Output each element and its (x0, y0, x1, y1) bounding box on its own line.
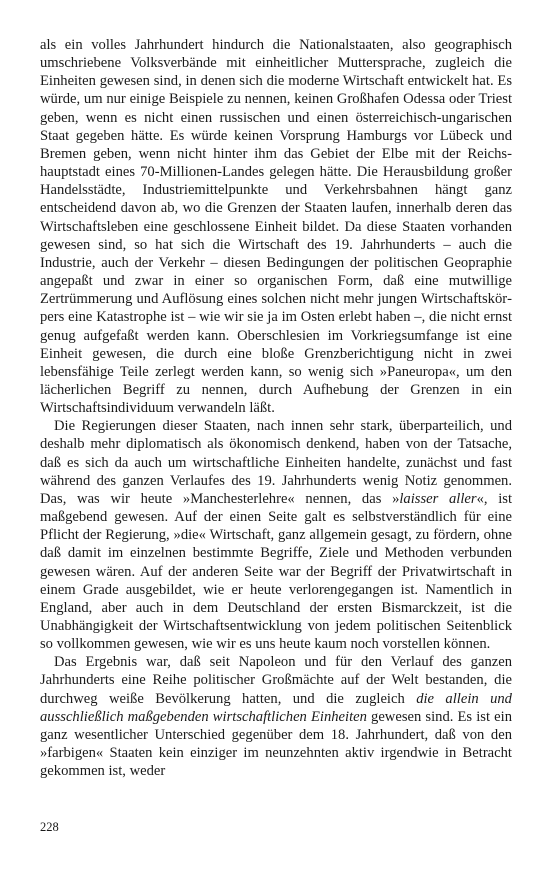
paragraph-2-run-3: «, ist maßgebend gewesen. Auf der einen Seite galt es selbstverständlich für eine Pflicht der Regierung, »die« Wirtschaft, ganz allgemein gesagt, zu fördern, ohne daß damit im einzelnen bestimmte Begriffe, Ziele und Methoden verbunden gewesen wären. Auf der anderen Seite war der Begriff der Privatwirtschaft in einem Grade ausgebildet, wie er heute verlorengegangen ist. Namentlich in England, aber auch in dem Deutschland der ersten Bismarckzeit, ist die Unabhängigkeit der Wirtschaftsentwicklung von jedem politischen Seitenblick so vollkommen gewesen, wie wir es uns heute kaum noch vorstellen können. (40, 490, 512, 653)
page-number: 228 (40, 820, 59, 834)
paragraph-1-run-1: als ein volles Jahrhundert hindurch die Nationalstaaten, also geographisch umschriebene Volksverbände mit einheitlicher Muttersprache, zugleich die Einheiten gewesen sind, in denen sich die moderne Wirtschaft entwickelt hat. Es würde, um nur einige Beispiele zu nennen, keinen Großhafen Odessa oder Triest geben, wenn es nicht einen russischen und einen österreichisch-ungarischen Staat gegeben hätte. Es würde keinen Vorsprung Hamburgs vor Lübeck und Bremen geben, wenn nicht hinter ihm das Gebiet der Elbe mit der Reichshauptstadt eines 70-Millionen-Landes gelegen hätte. Die Herausbildung großer Handelsstädte, Industriemittelpunkte und Verkehrsbahnen hängt ganz entscheidend davon ab, wo die Grenzen der Staaten laufen, innerhalb deren das Wirtschaftsleben eine geschlossene Einheit bildet. Da diese Staaten vorhanden gewesen sind, so hat sich die Wirtschaft des 19. Jahrhunderts – auch die Industrie, auch der Verkehr – diesen Bedingungen der politischen Geopraphie angepaßt und zwar in einer so organischen Form, daß eine mutwillige Zertrümmerung und Auflösung eines solchen nicht mehr jungen Wirtschaftskörpers eine Katastrophe ist – wie wir sie ja im Osten erlebt haben –, die nicht ernst genug aufgefaßt werden kann. Oberschlesien im Vorkriegsumfange ist eine Einheit gewesen, die durch eine bloße Grenzberichtigung nicht in zwei lebensfähige Teile zerlegt werden kann, so wenig sich »Paneuropa«, um den lächerlichen Begriff zu nennen, durch Aufhebung der Grenzen in ein Wirtschaftsindividuum verwandeln läßt. (40, 37, 512, 417)
paragraph-3-italic-emphasis: die allein und ausschließlich maßgebenden wirtschaftlichen Einheiten (40, 690, 512, 725)
paragraph-2-run-1: Die Regierungen dieser Staaten, nach innen sehr stark, überparteilich, und deshalb mehr diplomatisch als ökonomisch denkend, haben von der Tatsache, daß es sich da auch um wirtschaftliche Einheiten handelte, zunächst und fast während des ganzen Verlaufes des 19. Jahrhunderts wenig Notiz genommen. Das, was wir heute »Manchesterlehre« nennen, das » (40, 418, 512, 507)
paragraph-2-italic-laisser-aller: laisser aller (399, 490, 477, 507)
paragraph-3-run-3: gewesen sind. Es ist ein ganz wesentlicher Unterschied gegenüber dem 18. Jahrhundert, daß von den »farbigen« Staaten kein einziger im neunzehnten aktiv irgendwie in Betracht gekommen ist, weder (40, 708, 512, 780)
paragraph-3-run-1: Das Ergebnis war, daß seit Napoleon und für den Verlauf des ganzen Jahrhunderts eine Reihe politischer Großmächte auf der Welt bestanden, die durchweg weiße Bevölkerung hatten, und die zugleich (40, 654, 512, 707)
paragraph-3 (40, 653, 512, 780)
paragraph-1 (40, 36, 512, 417)
book-page (40, 36, 512, 780)
paragraph-2 (40, 417, 512, 653)
